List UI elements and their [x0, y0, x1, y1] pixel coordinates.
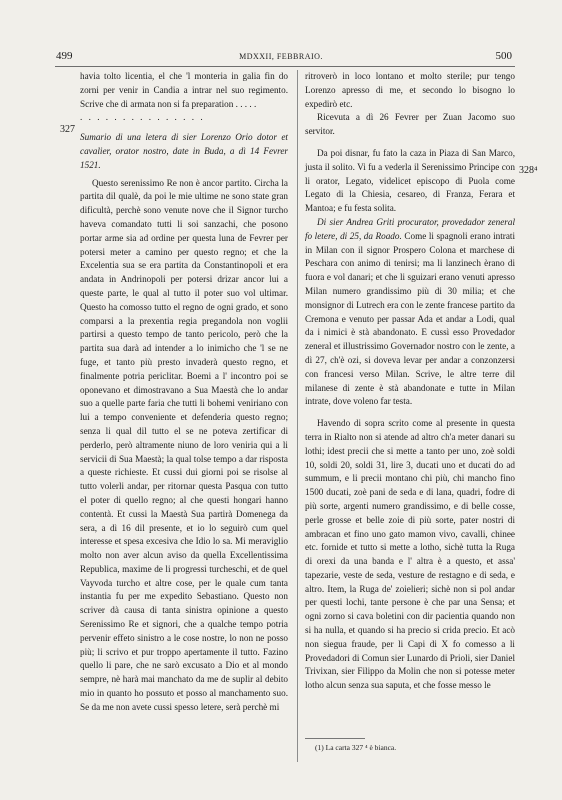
- footnote-rule: [305, 738, 365, 739]
- paragraph-caza: Da poi disnar, fu fato la caza in Piaza di San Marco, justa il solito. Vi fu a vederla il Serenissimo Principe con li orator, Legato, videlicet episcopo di Puola come Legato di la Chiesia, cesareo, di Franza, Ferara et Mantoa; e fu festa solita.: [305, 147, 515, 214]
- paragraph-lotho: Havendo di sopra scrito come al presente in questa terra in Rialto non si atende ad altro ch'a meter danari su lothi; idest precii che si mette a tanto per uno, zoè soldi 10, soldi 20, soldi 31, lire 3, ducati uno et ducati do ad summum, e li precii montano chi più, chi mancho fino 1500 ducati, zoè pani de seda e di lana, quadri, fodre di più sorte, argenti numero grandissimo, e di belle cosse, perle grosse et belle zoie di più sorte, pater nostri di ambracan et fino uno gato mamon vivo, cavalli, chinee etc. fornide et tutto si mette a lotho, sichè tutta la Ruga di orexi da una banda e l' altra è a questo, et assa' tapezarie, veste de seda, vesture de restagno e di seda, e altro. Item, la Ruga de' zoielieri; sichè non si pol andar per questi lochi, tante persone è che par una Sensa; et ogni zorno si cava boletini con dir pacientia quando non si ha nulla, et quando si ha precio si crida precio. Et acò non siegua fraude, per li Capi di X fo comesso a li Provedadori di Comun sier Lunardo di Prioli, sier Daniel Trivixan, sier Filippo da Molin che non si potesse meter lotho alcun senza sua saputa, et che fosse messo le: [305, 418, 515, 691]
- margin-number-right: 328⁴: [519, 165, 538, 176]
- column-divider: [297, 70, 298, 762]
- paragraph-griti: [305, 216, 515, 409]
- letter-summary-heading: Sumario di una letera di sier Lorenzo Orio dotor et cavalier, orator nostro, date in Buda, a dì 14 Fevrer 1521.: [80, 132, 288, 170]
- griti-body: Come li spagnoli erano intrati in Milan con il signor Prospero Colona et marchese di Peschara con animo di tenirsi; ma li lanzinech èrano di fuora e vol danari; et che li sguizari erano venuti apresso Milan numero grandissimo più di 30 milia; et che monsignor di Lutrech era con le zente francese partito da Cremona e venuto per passar Ada et andar a Lodi, qual da i nimici è stà abandonato. E cussì esso Provedador zeneral et illustrissimo Governador nostro con le zente, a dì 27, ch'è ozi, si doveva levar per andar a conzonzersi con francesi verso Milan. Scrive, le altre terre dil milanese di zente è stà abandonate e tutte in Milan intrate, dove voleno far testa.: [305, 230, 516, 407]
- right-column: [305, 70, 515, 693]
- left-column: [80, 70, 288, 715]
- ellipsis-line: . . . . . . . . . . . . . . .: [80, 112, 205, 123]
- page-number-left: 499: [56, 50, 73, 62]
- letter-body-paragraph: Questo serenissimo Re non è ancor partito. Circha la partita dil qualè, da poi le mie ultime ne sono state gran dificultà, perchè sono venute nove che il Signor turcho haveva comandato tutti li soi sanzachi, che posono portar arme sia ad ordine per questa luna de Fevrer per potersi meter a camino per questo regno; et che la Excelentia sua se era partita da Constantinopoli et era andata in Andrinopoli per potersi drizar ancor lui a queste parte, le qual al tutto il poter suo vol ultimar. Questo ha comosso tutto el regno de ogni grado, et sono comparsi a la prexentia regia pregandola non voglii partirsi a questo tempo de tanto pericolo, però che la partita sua darà ad intender a lo inimicho che 'l se ne fuge, et tanto più presto invaderà questo regno, et finalmente potria periclitar. Boemi a l' incontro poi se oponevano et dimostravano a Sua Maestà che lo andar suo a quelle parte faria che tutti li bohemi veniriano con lui a tempo conveniente et defenderia questo regno; senza li qual dil tutto el se ne poteva zertificar di perderlo, però altramente niuno de loro veniria qui a li servicii di Sua Maestà; la qual tolse tempo a dar risposta a queste richieste. Et cussi dui giorni poi se risolse al tutto volerli andar, per ritornar questa Pasqua con tutto el poter di quello regno; al che questi hongari hanno contentà. Et cussi la Maestà Sua partirà Domenega da sera, a dì 16 dil presente, et io lo seguirò cum quel interesse et spesa excesiva che Idio lo sa. Mi meraviglio molto non aver alcun aviso da quella Excellentissima Republica, maxime de li progressi turcheschi, et de quel Vayvoda turcho et altre cose, per le quale cum tanta instantia fu per me expedito Sebastiano. Questo non scriver dà causa di tanta sinistra opinione a questo Serenissimo Re et signori, che a qualche tempo potria pervenir effeto sinistro a le cose nostre, lo non ne posso più; li scrivo et pur troppo apertamente il tutto. Fazino quello li pare, che ne sarò excusato a Dio et al mondo sempre, nè harà mai manchato da me de suplir al debito mio in quanto ho possuto et posso al manchamento suo. Se da me non avete cussi spesso letere, serà perchè mi: [80, 177, 288, 712]
- left-intro-paragraph: havia tolto licentia, el che 'l monteria in galia fin do zorni per venir in Candia a intrar nel suo regimento. Scrive che di armata non si fa preparation . . . . .: [80, 71, 288, 109]
- margin-number-left: 327: [60, 124, 75, 135]
- received-note: Ricevuta a dì 26 Fevrer per Zuan Jacomo suo servitor.: [305, 112, 515, 137]
- right-intro-paragraph: ritroverò in loco lontano et molto sterile; pur tengo Lorenzo apresso di me, et secondo lo bisogno lo expedirò etc.: [305, 71, 515, 109]
- header-rule: [55, 66, 515, 67]
- griti-heading: Di sier Andrea Griti procurator, provedador zeneral fo letere, di 25, da Roado.: [305, 216, 515, 241]
- page-header: [0, 50, 562, 66]
- page-number-right: 500: [495, 50, 512, 62]
- footnote: (1) La carta 327 ⁴ è bianca.: [315, 743, 397, 752]
- running-head: MDXXII, FEBBRAIO.: [239, 52, 323, 61]
